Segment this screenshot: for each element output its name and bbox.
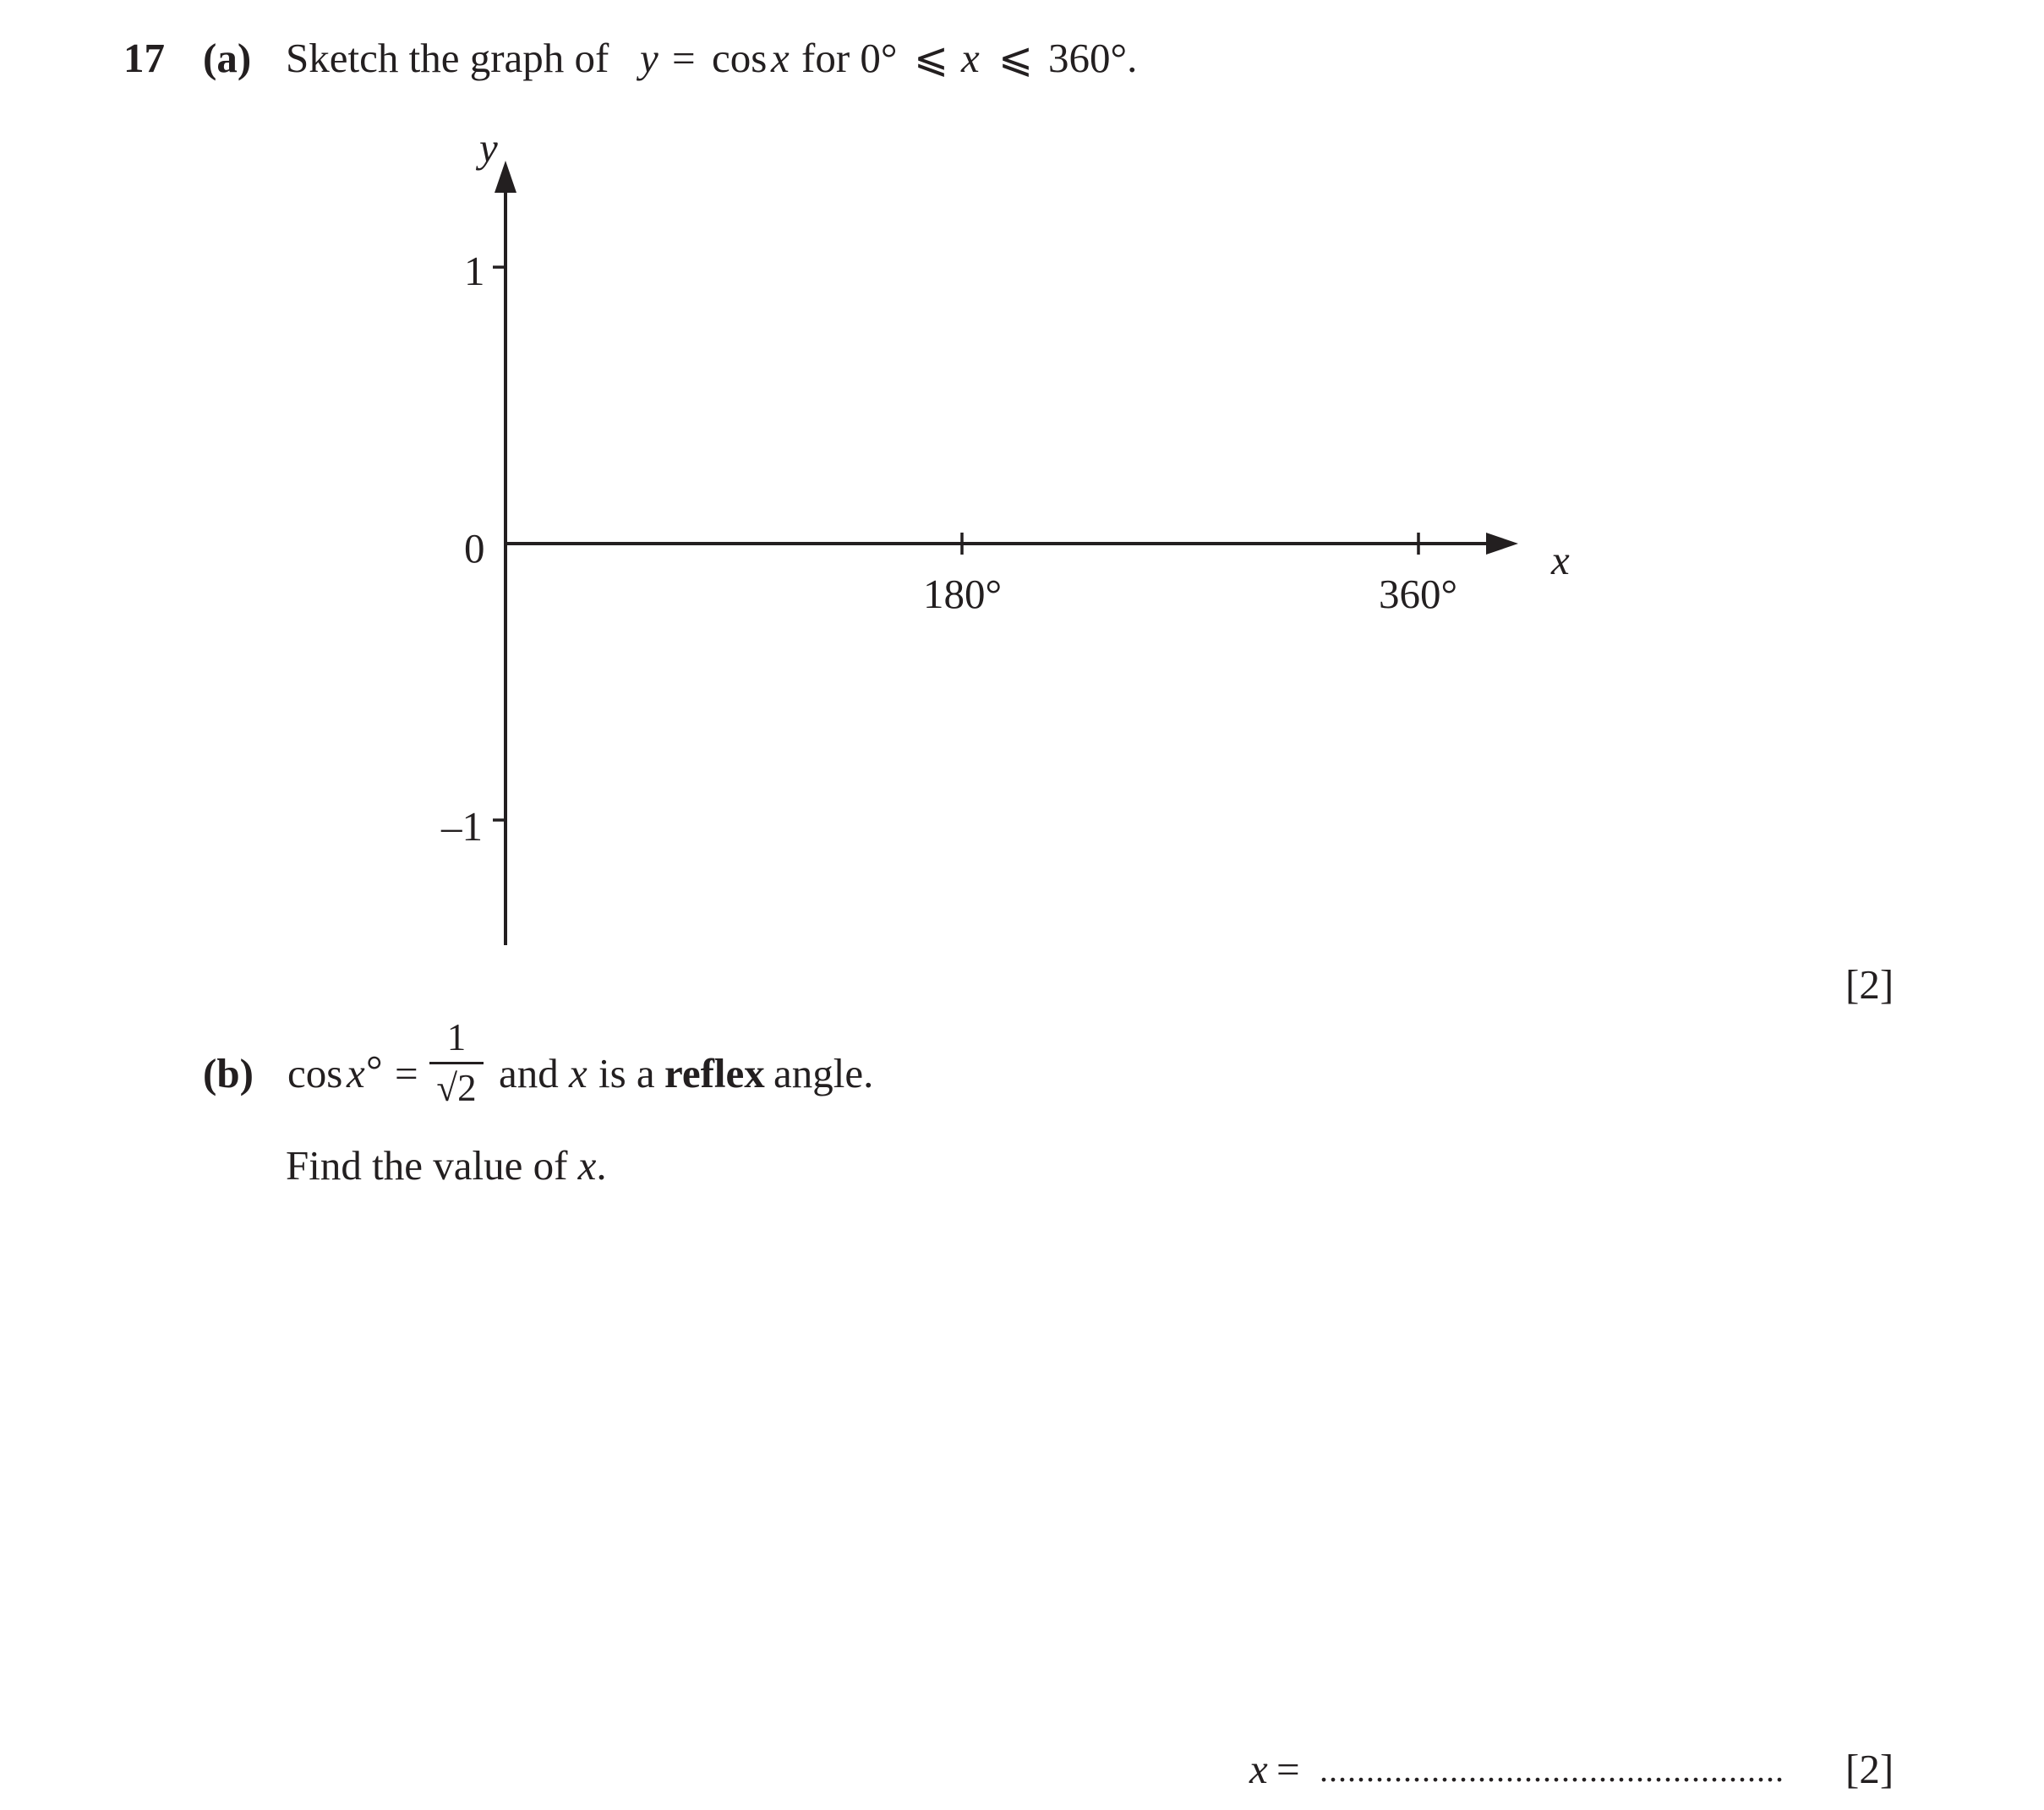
- part-b-instruction: [286, 1142, 607, 1189]
- x-axis-arrowhead: [1486, 533, 1518, 555]
- x-tick-label-360: 360°: [1379, 571, 1458, 617]
- range-for: for 0°: [801, 35, 898, 81]
- part-b-equals: =: [395, 1050, 418, 1096]
- range-le-1: ⩽: [914, 35, 949, 81]
- question-number: 17: [123, 35, 165, 81]
- y-tick-label-1: 1: [464, 248, 485, 294]
- part-b-marks: [2]: [1845, 1746, 1894, 1792]
- equation-x: x: [771, 35, 790, 81]
- y-axis-label: y: [479, 124, 498, 171]
- fraction-one-over-root-two: [429, 1016, 484, 1109]
- part-b-text-x: x: [569, 1050, 588, 1096]
- answer-x-label: x: [1249, 1746, 1268, 1792]
- part-a-instruction: Sketch the graph of: [286, 35, 609, 81]
- y-tick-label-minus-1: –1: [441, 803, 483, 850]
- fraction-bar: [429, 1062, 484, 1064]
- range-end: 360°.: [1048, 35, 1138, 81]
- part-b-instruction-prefix: Find the value of: [286, 1142, 568, 1189]
- answer-line[interactable]: ..................................................: [1320, 1751, 1784, 1789]
- answer-equals: =: [1276, 1746, 1300, 1792]
- fraction-numerator: 1: [446, 1016, 467, 1058]
- part-b-cos: cos: [287, 1050, 343, 1096]
- x-axis-label: x: [1551, 537, 1570, 583]
- part-a-marks: [2]: [1845, 961, 1894, 1008]
- part-b-instruction-end: .: [596, 1142, 607, 1189]
- equation-equals: =: [672, 35, 696, 81]
- part-b-instruction-x: x: [577, 1142, 597, 1189]
- part-b-angle: angle.: [773, 1050, 874, 1096]
- y-tick-label-0: 0: [464, 525, 485, 571]
- fraction-denominator: √2: [436, 1067, 477, 1109]
- range-x: x: [961, 35, 980, 81]
- part-b-is-a: is a: [598, 1050, 655, 1096]
- part-a-label: (a): [203, 35, 252, 81]
- part-b-reflex: reflex: [664, 1050, 765, 1096]
- part-b-degree: °: [366, 1047, 383, 1093]
- range-le-2: ⩽: [998, 35, 1034, 81]
- x-tick-label-180: 180°: [923, 571, 1003, 617]
- equation-cos: cos: [712, 35, 768, 81]
- part-b-x: x: [347, 1050, 365, 1096]
- part-b-label: (b): [203, 1050, 254, 1096]
- equation-y: y: [640, 35, 659, 81]
- part-b-and: and: [499, 1050, 559, 1096]
